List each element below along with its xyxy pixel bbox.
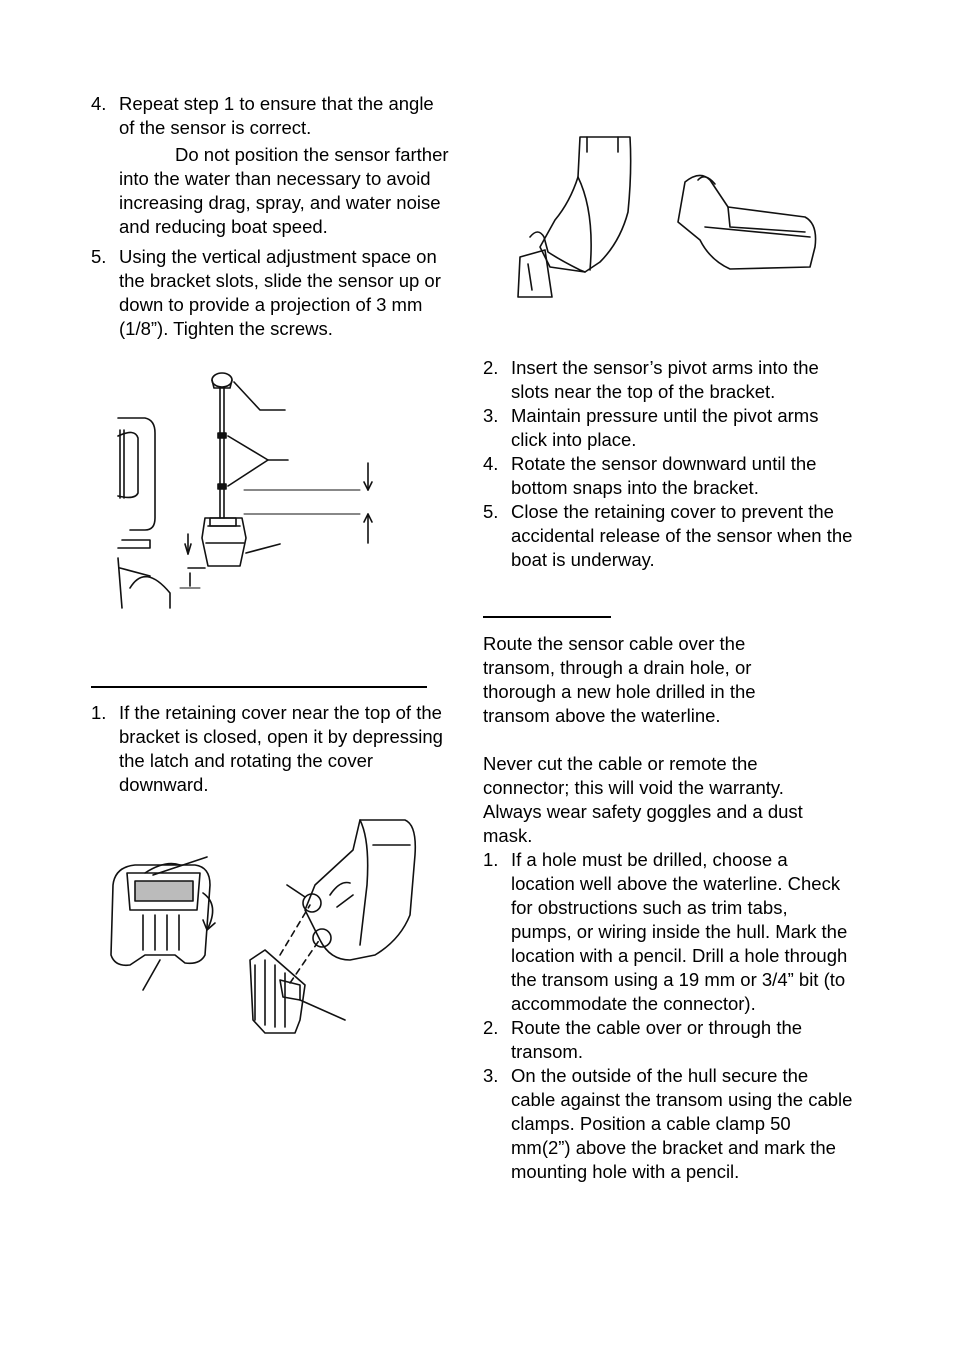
step-text: If the retaining cover near the top of the bracket is closed, open it by depressing the latch and rotating the cover downward. — [119, 702, 443, 795]
section-divider — [91, 686, 427, 688]
list-item — [483, 848, 853, 1016]
left-steps-bottom — [91, 701, 451, 797]
step-text: Repeat step 1 to ensure that the angle of the sensor is correct. — [119, 93, 434, 138]
list-item — [91, 245, 451, 341]
route-paragraph: Route the sensor cable over the transom, through a drain hole, or thorough a new hole drilled in the transom above the waterline. — [483, 633, 756, 726]
step-number — [91, 143, 119, 239]
list-item — [91, 92, 451, 140]
step-number: 1. — [483, 849, 499, 870]
step-text: Close the retaining cover to prevent the accidental release of the sensor when the boat is underway. — [511, 501, 853, 570]
right-steps-bottom — [483, 848, 853, 1184]
step-text: Maintain pressure until the pivot arms click into place. — [511, 405, 819, 450]
note-text: Do not position the sensor farther into the water than necessary to avoid increasing drag, spray, and water noise and reducing boat speed. — [119, 144, 449, 237]
step-number: 3. — [483, 405, 499, 426]
step-number: 4. — [91, 93, 107, 114]
sensor-projection-diagram — [110, 368, 390, 613]
list-item — [483, 1064, 853, 1184]
bracket-cover-diagram — [105, 815, 425, 1040]
left-steps-top — [91, 92, 451, 341]
list-item — [483, 404, 853, 452]
step-text: Using the vertical adjustment space on the bracket slots, slide the sensor up or down to provide a projection of 3 mm (1/8”). Tighten the screws. — [119, 246, 441, 339]
section-divider — [483, 616, 611, 618]
step-number: 5. — [483, 501, 499, 522]
list-item — [483, 356, 853, 404]
step-text: If a hole must be drilled, choose a location well above the waterline. Check for obstructions such as trim tabs, pumps, or wiring inside the hull. Mark the location with a pencil. Drill a hole through the transom using a 19 mm or 3/4” bit (to accommodate the connector). — [511, 849, 848, 1014]
warning-paragraph: Never cut the cable or remote the connector; this will void the warranty. Always wear safety goggles and a dust mask. — [483, 753, 803, 846]
list-item — [483, 1016, 853, 1064]
step-number: 4. — [483, 453, 499, 474]
right-steps-top — [483, 356, 853, 572]
step-number: 2. — [483, 357, 499, 378]
list-item — [91, 701, 451, 797]
list-item — [483, 452, 853, 500]
step-number: 1. — [91, 702, 107, 723]
step-text: On the outside of the hull secure the cable against the transom using the cable clamps. Position a cable clamp 50 mm(2”) above the bracket and mark the mounting hole with a pencil. — [511, 1065, 853, 1182]
step-text: Insert the sensor’s pivot arms into the slots near the top of the bracket. — [511, 357, 819, 402]
step-text: Rotate the sensor downward until the bottom snaps into the bracket. — [511, 453, 817, 498]
step-number: 3. — [483, 1065, 499, 1086]
list-item — [483, 500, 853, 572]
sensor-insertion-diagram — [510, 132, 830, 302]
step-number: 5. — [91, 246, 107, 267]
list-item — [91, 143, 451, 239]
step-text: Route the cable over or through the transom. — [511, 1017, 803, 1062]
step-number: 2. — [483, 1017, 499, 1038]
